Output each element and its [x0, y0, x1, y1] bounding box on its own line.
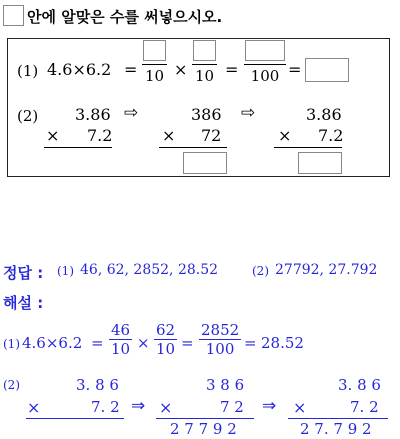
answer-part1-values: 46, 62, 2852, 28.52	[80, 262, 219, 278]
part2-step3-op: ×	[278, 126, 292, 145]
part2-step3-bottom: 7.2	[318, 126, 344, 145]
answer-box-icon	[3, 5, 24, 26]
arrow-icon: ⇨	[124, 103, 139, 123]
part2-step3-rule	[274, 147, 342, 148]
explanation-fraction-2	[154, 321, 177, 358]
part2-step2-rule	[159, 147, 227, 148]
explanation-denominator-2: 10	[156, 340, 176, 358]
explanation-denominator-3: 100	[205, 340, 235, 358]
instruction-text: 안에 알맞은 수를 써넣으시오.	[27, 8, 223, 26]
explanation-step2-bottom: 7 2	[220, 398, 244, 416]
explanation-label: 해설 :	[3, 294, 44, 312]
explanation-result: 28.52	[261, 334, 304, 352]
part2-step1-op: ×	[46, 126, 60, 145]
blank-input[interactable]	[298, 152, 342, 174]
explanation-step2-top: 3 8 6	[206, 376, 245, 394]
part1-fraction-3	[244, 40, 286, 85]
blank-input[interactable]	[183, 152, 227, 174]
explanation-step3-rule	[288, 418, 388, 419]
explanation-part2-label: (2)	[3, 378, 20, 392]
explanation-fraction-1	[109, 321, 132, 358]
explanation-step1-rule	[26, 418, 124, 419]
explanation-equals-2: =	[181, 334, 194, 352]
blank-input[interactable]	[193, 40, 216, 61]
explanation-part1-label: (1)	[3, 337, 20, 351]
part2-step1-top: 3.86	[75, 105, 111, 124]
answer-part1-label: (1)	[57, 264, 74, 278]
explanation-step2-rule	[156, 418, 254, 419]
explanation-equals: =	[91, 334, 104, 352]
blank-input[interactable]	[143, 40, 166, 61]
explanation-part1-lhs: 4.6×6.2	[22, 334, 83, 352]
explanation-fraction-3	[199, 321, 241, 358]
double-arrow-icon: ⇒	[262, 396, 277, 416]
part2-step1-bottom: 7.2	[87, 126, 113, 145]
part2-label: (2)	[17, 107, 39, 125]
explanation-step3-bottom: 7. 2	[350, 398, 379, 416]
part1-denominator-1: 10	[144, 67, 165, 85]
explanation-step3-product: 2 7. 7 9 2	[300, 420, 372, 438]
arrow-icon: ⇨	[241, 103, 256, 123]
explanation-step2-op: ×	[159, 398, 173, 417]
explanation-step3-op: ×	[293, 398, 307, 417]
answer-label: 정답 :	[3, 264, 44, 282]
part1-label: (1)	[17, 62, 39, 80]
explanation-equals-3: =	[244, 334, 257, 352]
part1-equals-3: =	[288, 60, 302, 79]
answer-part2-label: (2)	[252, 264, 269, 278]
part1-expression: 4.6×6.2	[47, 60, 112, 79]
explanation-numerator-1: 46	[111, 321, 131, 339]
explanation-denominator-1: 10	[111, 340, 131, 358]
explanation-step3-top: 3. 8 6	[338, 376, 381, 394]
part2-step1-rule	[44, 147, 112, 148]
blank-input[interactable]	[305, 58, 349, 82]
part1-equals-2: =	[225, 60, 239, 79]
explanation-times: ×	[137, 334, 150, 352]
part1-fraction-2	[192, 40, 217, 85]
part2-step2-op: ×	[162, 126, 176, 145]
explanation-step1-bottom: 7. 2	[91, 398, 120, 416]
part1-times: ×	[174, 60, 188, 79]
part2-step2-top: 386	[191, 105, 222, 124]
part1-equals: =	[124, 60, 138, 79]
explanation-step2-product: 2 7 7 9 2	[170, 420, 237, 438]
explanation-step1-op: ×	[27, 398, 41, 417]
part1-fraction-1	[142, 40, 167, 85]
part1-denominator-2: 10	[194, 67, 215, 85]
answer-part2-values: 27792, 27.792	[275, 262, 378, 278]
part1-denominator-3: 100	[250, 67, 280, 85]
explanation-step1-top: 3. 8 6	[76, 376, 119, 394]
explanation-numerator-3: 2852	[201, 321, 240, 339]
part2-step2-bottom: 72	[201, 126, 222, 145]
blank-input[interactable]	[245, 40, 285, 61]
double-arrow-icon: ⇒	[131, 396, 146, 416]
explanation-numerator-2: 62	[156, 321, 176, 339]
part2-step3-top: 3.86	[306, 105, 342, 124]
